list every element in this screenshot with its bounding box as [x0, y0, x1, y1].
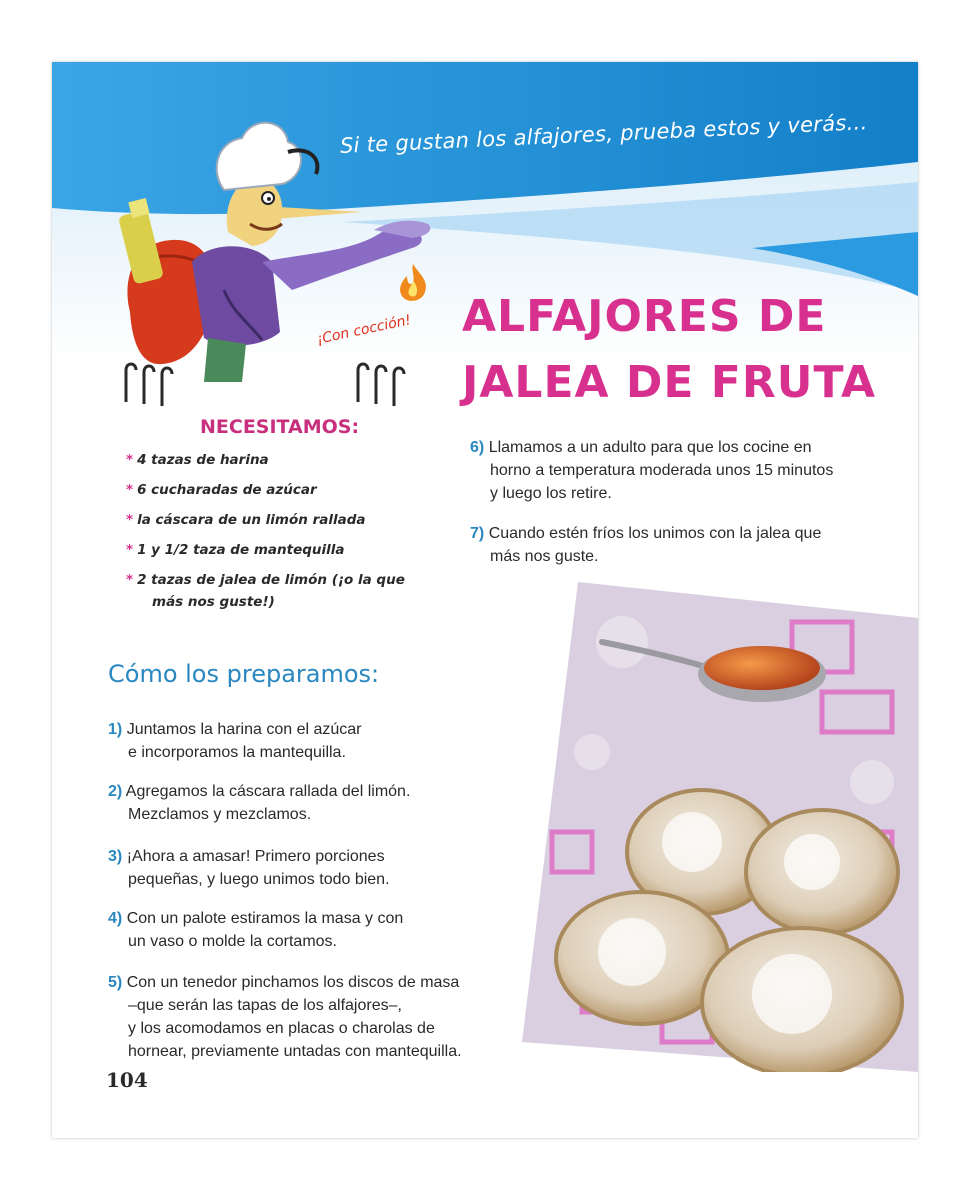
asterisk-icon: * — [126, 452, 134, 468]
step-item: 6) Llamamos a un adulto para que los cocine en horno a temperatura moderada unos 15 minutos y luego los retire. — [470, 439, 834, 502]
cooking-badge: ¡Con cocción! — [315, 312, 413, 348]
title-line-1: ALFAJORES DE — [462, 291, 827, 342]
chef-mascot-illustration — [112, 112, 442, 382]
asterisk-icon: * — [126, 512, 134, 528]
step-item: 4) Con un palote estiramos la masa y con un vaso o molde la cortamos. — [108, 910, 404, 950]
ingredient-item: * 2 tazas de jalea de limón (¡o la que más nos guste!) — [126, 572, 405, 610]
recipe-page — [52, 62, 918, 1138]
step-item: 3) ¡Ahora a amasar! Primero porciones pequeñas, y luego unimos todo bien. — [108, 848, 390, 888]
asterisk-icon: * — [126, 482, 134, 498]
step-item: 1) Juntamos la harina con el azúcar e incorporamos la mantequilla. — [108, 721, 362, 761]
title-line-2: JALEA DE FRUTA — [462, 357, 877, 408]
page-number: 104 — [106, 1068, 148, 1092]
step-item: 2) Agregamos la cáscara rallada del limón. Mezclamos y mezclamos. — [108, 783, 411, 823]
recipe-title — [462, 284, 902, 416]
preparation-heading: Cómo los preparamos: — [108, 660, 380, 688]
ingredient-item: * la cáscara de un limón rallada — [126, 512, 366, 528]
asterisk-icon: * — [126, 572, 134, 588]
asterisk-icon: * — [126, 542, 134, 558]
step-item: 5) Con un tenedor pinchamos los discos de masa –que serán las tapas de los alfajores–, y los acomodamos en placas o charolas de hornear, previamente untadas con mantequilla. — [108, 974, 462, 1060]
header-tagline: Si te gustan los alfajores, prueba estos y verás... — [339, 110, 868, 158]
ingredient-item: * 4 tazas de harina — [126, 452, 269, 468]
flame-icon — [395, 262, 431, 306]
step-item: 7) Cuando estén fríos los unimos con la jalea que más nos guste. — [470, 525, 822, 565]
notepad-rings — [118, 358, 448, 414]
ingredients-heading: NECESITAMOS: — [200, 416, 360, 438]
ingredient-item: * 1 y 1/2 taza de mantequilla — [126, 542, 345, 558]
ingredient-item: * 6 cucharadas de azúcar — [126, 482, 317, 498]
alfajores-photo — [522, 582, 918, 1072]
